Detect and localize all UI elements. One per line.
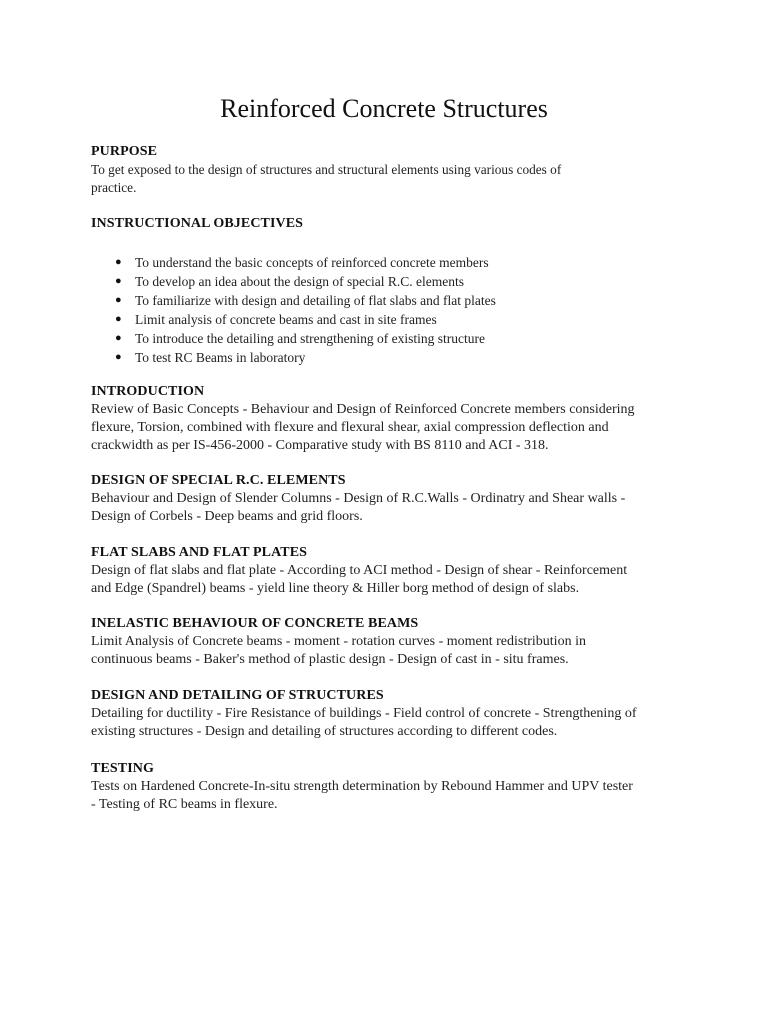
purpose-section — [91, 143, 691, 197]
section-line: Tests on Hardened Concrete-In-situ strength determination by Rebound Hammer and UPV tester — [91, 779, 633, 794]
list-item — [91, 310, 651, 329]
bullet-icon: ● — [115, 275, 122, 287]
section-line: - Testing of RC beams in flexure. — [91, 797, 278, 812]
detailing-section — [91, 687, 691, 741]
bullet-icon: ● — [115, 313, 122, 325]
objective-text: To understand the basic concepts of reinforced concrete members — [135, 255, 489, 270]
list-item — [91, 272, 651, 291]
bullet-icon: ● — [115, 351, 122, 363]
section-line: Limit Analysis of Concrete beams - moment - rotation curves - moment redistribution in — [91, 634, 586, 649]
special-rc-elements-section — [91, 472, 691, 526]
list-item — [91, 253, 651, 272]
document-title: Reinforced Concrete Structures — [220, 94, 548, 123]
objective-text: To familiarize with design and detailing of flat slabs and flat plates — [135, 293, 496, 308]
section-heading: TESTING — [91, 761, 154, 776]
testing-section — [91, 760, 691, 814]
section-line: existing structures - Design and detailing of structures according to different codes. — [91, 724, 558, 739]
purpose-heading: PURPOSE — [91, 144, 158, 159]
flat-slabs-section — [91, 544, 691, 598]
section-line: continuous beams - Baker's method of plastic design - Design of cast in - situ frames. — [91, 652, 569, 667]
section-line: Design of Corbels - Deep beams and grid floors. — [91, 509, 363, 524]
section-line: Design of flat slabs and flat plate - According to ACI method - Design of shear - Reinforcement — [91, 563, 628, 578]
purpose-line: To get exposed to the design of structures and structural elements using various codes of — [91, 162, 562, 177]
objectives-section — [91, 215, 691, 233]
introduction-section — [91, 383, 691, 455]
section-line: Detailing for ductility - Fire Resistance of buildings - Field control of concrete - Strengthening of — [91, 706, 637, 721]
list-item — [91, 291, 651, 310]
objective-text: To test RC Beams in laboratory — [135, 350, 306, 365]
section-heading: DESIGN AND DETAILING OF STRUCTURES — [91, 688, 384, 703]
objective-text: To introduce the detailing and strengthening of existing structure — [135, 331, 485, 346]
objectives-heading: INSTRUCTIONAL OBJECTIVES — [91, 216, 304, 231]
section-heading: INELASTIC BEHAVIOUR OF CONCRETE BEAMS — [91, 616, 419, 631]
objectives-list — [91, 253, 651, 367]
bullet-icon: ● — [115, 256, 122, 268]
section-line: Review of Basic Concepts - Behaviour and Design of Reinforced Concrete members considering — [91, 402, 635, 417]
section-line: Behaviour and Design of Slender Columns - Design of R.C.Walls - Ordinatry and Shear walls - — [91, 491, 626, 506]
bullet-icon: ● — [115, 294, 122, 306]
section-heading: INTRODUCTION — [91, 384, 205, 399]
section-line: crackwidth as per IS-456-2000 - Comparative study with BS 8110 and ACI - 318. — [91, 438, 549, 453]
objective-text: To develop an idea about the design of special R.C. elements — [135, 274, 464, 289]
bullet-icon: ● — [115, 332, 122, 344]
objective-text: Limit analysis of concrete beams and cast in site frames — [135, 312, 437, 327]
list-item — [91, 329, 651, 348]
section-heading: DESIGN OF SPECIAL R.C. ELEMENTS — [91, 473, 346, 488]
section-heading: FLAT SLABS AND FLAT PLATES — [91, 545, 308, 560]
section-line: and Edge (Spandrel) beams - yield line theory & Hiller borg method of design of slabs. — [91, 581, 580, 596]
section-line: flexure, Torsion, combined with flexure and flexural shear, axial compression deflection and — [91, 420, 609, 435]
inelastic-behaviour-section — [91, 615, 691, 669]
list-item — [91, 348, 651, 367]
purpose-line: practice. — [91, 180, 137, 195]
